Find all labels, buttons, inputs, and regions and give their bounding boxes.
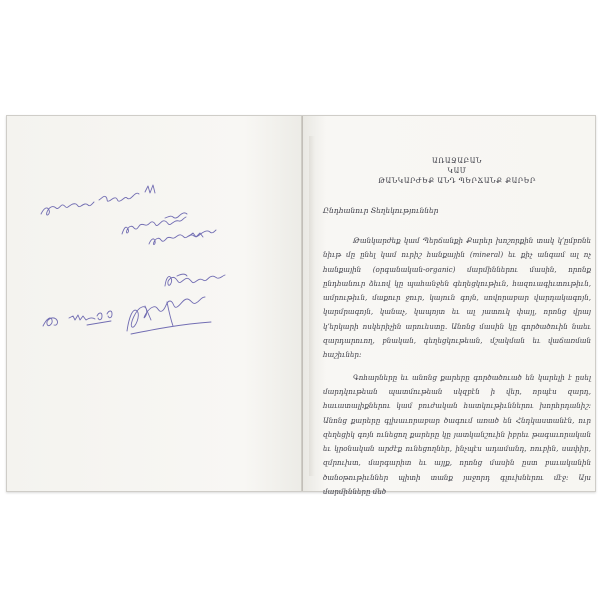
left-page: [7, 116, 303, 491]
section-subtitle: Ընդհանուր Տեղեկություններ: [323, 206, 439, 215]
paragraph-2: Գոհարները եւ անոնց քարերը գործածուած են կարելի է ըսել մարդկութեան պատմութեան սկզբէն ի վեր, որպէս զարդ, հաւատալիքներու կամ բուժական հատկութիւններու խորհրդանիշ։ Անոնց քարերը գլխաւորաբար ծագում առած են Հնդկաստանէն, ուր զեղեցիկ գոյն ունեցող քարերը կը յատկանշուին իբրեւ թագաւորական եւ կրօնական արժէք ունեցողներ, ինչպէս ադամանդ, ռուբին, սափիր, զմրուխտ, մարգարիտ եւ այլք, որոնց մասին ըստ բաւականին ծանօթութիւններ պիտի տանք յաջորդ գլուխներու մէջ։ Այս մարմինները մեծ: [323, 372, 591, 497]
signatures-drawing: [27, 126, 287, 356]
handwritten-inscriptions: [27, 126, 287, 356]
paragraph-1: Թանկարժեք կամ Պերճանքի Քարեր խոշորքին տակ կ՚ըմբռնե նիւթ մը ընել կամ ուրիշ հանքային (mineral) եւ քիչ անգամ ալ ոչ հանքային (օրգանական-organic) մարմիններու մասին, որոնք ընդհանուր ձեւով կը պահանջեն գեղեցկութիւն, հազուագիւտութիւն, ամրութիւն, մաքուր ջուր, կայուն գոյն, սովորաբար վարդակագոյն, կարմրագոյն, կանաչ, կապոյտ եւ ալ յատուկ փայլ, որոնց վրայ կ՚երկարի ոսկերիչին արուեստը. Անոնց մասին կը գործածուին նաեւ զարդարուող, բնական, գեղեցկութեան, մշակման եւ վաճառման հաշիւներ։: [323, 236, 591, 360]
heading-line-3: ԹԱՆԿԱՐԺԵՔ ԱՆԴ ՊԵՐՃԱՆՔ ՔԱՐԵՐ: [378, 177, 536, 185]
open-book: [6, 115, 596, 497]
heading-line-1: ԱՌԱՋԱԲԱՆ: [432, 157, 482, 165]
page-shadow: [309, 136, 315, 476]
printed-text: [323, 156, 591, 499]
heading-line-2: ԿԱՄ: [447, 167, 467, 175]
